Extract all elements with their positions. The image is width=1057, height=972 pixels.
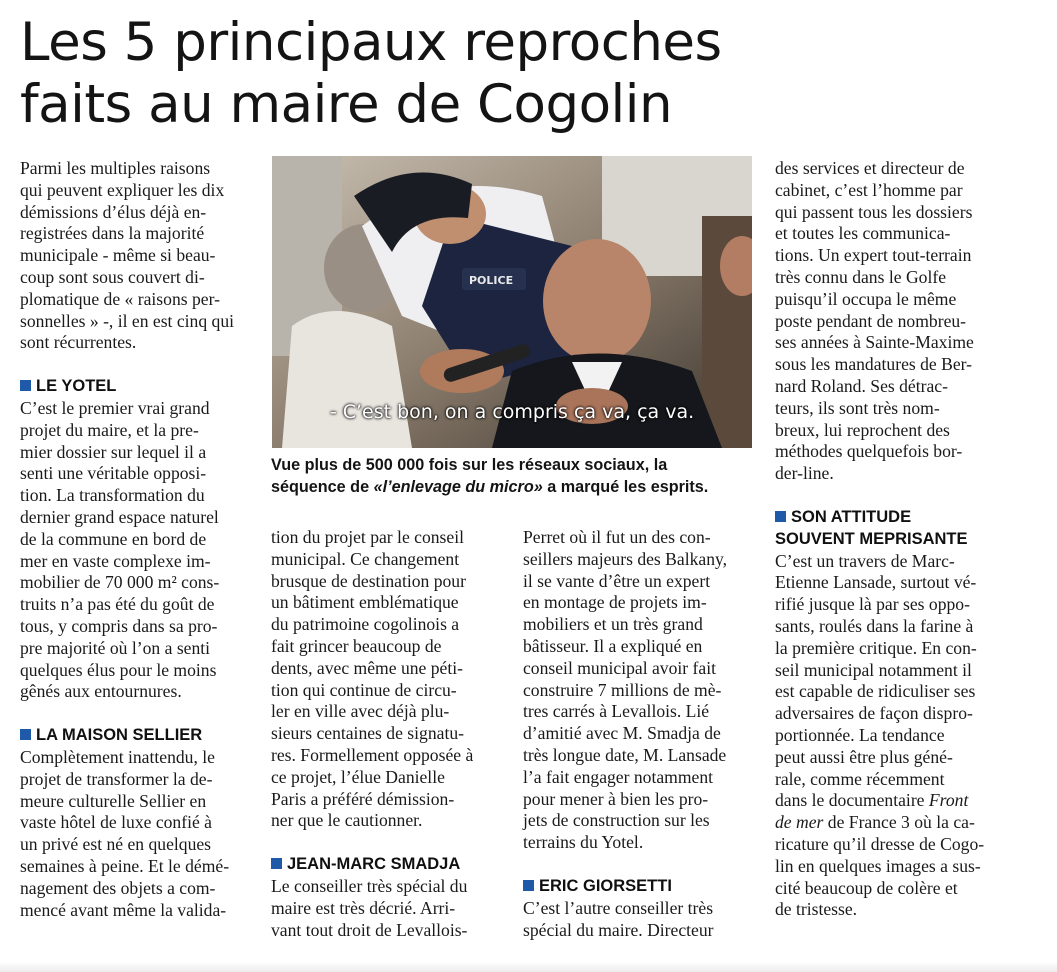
photo-caption: Vue plus de 500 000 fois sur les réseaux sociaux, la séquence de «l’enlevage du micro» a marqué les esprits. [271,456,709,496]
heading-la-maison-sellier: LA MAISON SELLIER [20,725,254,747]
giorsetti-paragraph-part2: des services et directeur de cabinet, c’est l’homme par qui passent tous les dossiers et toutes les communica- tions. Un expert tout-terrain très connu dans le Golfe puisqu’il occupa le même poste pendant de nombreu- ses années à Sainte-Maxime sous les mandatures de Ber- nard Roland. Ses détrac- teurs, ils sont très nom- breux, lui reprochent des méthodes quelquefois bor- der-line. [775,158,974,484]
column-2 [271,527,501,941]
heading-square-icon [271,858,282,869]
title-line-1: Les 5 principaux reproches [20,12,722,73]
giorsetti-paragraph-part1: C’est l’autre conseiller très spécial du maire. Directeur [523,897,714,940]
video-subtitle: - C’est bon, on a compris ça va, ça va. [329,401,695,423]
column-4 [775,158,1007,921]
heading-jean-marc-smadja: JEAN-MARC SMADJA [271,854,501,876]
smadja-paragraph-part2: Perret où il fut un des con- seillers majeurs des Balkany, il se vante d’être un expert en montage de projets im- mobiliers et un très grand bâtisseur. Il a expliqué en conseil municipal avoir fait construire 7 millions de mè- tres carrés à Levallois. Lié d’amitié avec M. Smadja de très longue date, M. Lansade l’a fait engager notamment pour mener à bien les pro- jets de construction sur les terrains du Yotel. [523,527,728,853]
article-photo [272,156,752,448]
heading-square-icon [775,511,786,522]
sellier-paragraph-part1: Complètement inattendu, le projet de transformer la de- meure culturelle Sellier en vaste hôtel de luxe confié à un privé est né en quelques semaines à peine. Et le démé- nagement des objets a com- mencé avant même la valida- [20,746,230,920]
documentary-title-end: de mer [775,812,824,833]
heading-square-icon [20,380,31,391]
heading-eric-giorsetti: ERIC GIORSETTI [523,876,755,898]
documentary-title: Front [928,790,969,811]
heading-son-attitude: SON ATTITUDE [775,507,1007,529]
intro-paragraph: Parmi les multiples raisons qui peuvent expliquer les dix démissions d’élus déjà en- registrées dans la majorité municipale - même si beau- coup sont sous couvert di- plomatique de « raisons per- sonnelles » -, il en est cinq qui sont récurrentes. [20,158,235,353]
article-title [20,12,1050,136]
heading-le-yotel: LE YOTEL [20,376,254,398]
heading-square-icon [523,880,534,891]
heading-souvent-meprisante: SOUVENT MEPRISANTE [775,529,968,548]
column-3 [523,527,755,941]
smadja-paragraph-part1: Le conseiller très spécial du maire est très décrié. Arri- vant tout droit de Levallois- [271,875,468,940]
police-badge-text: POLICE [469,274,514,287]
yotel-paragraph: C’est le premier vrai grand projet du maire, et la pre- mier dossier sur lequel il a senti une véritable opposi- tion. La transformation du dernier grand espace naturel de la commune en bord de mer en vaste complexe im- mobilier de 70 000 m² cons- truits n’a pas été du goût de tous, y compris dans sa pro- pre majorité où l’on a senti quelques élus pour le moins gênés aux entournures. [20,397,220,702]
attitude-paragraph: C’est un travers de Marc- Etienne Lansade, surtout vé- rifié jusque là par ses oppo- sants, roulés dans la farine à la première critique. En con- seil municipal notamment il est capable de ridiculiser ses adversaires de façon dispro- portionnée. La tendance peut aussi être plus géné- rale, comme récemment dans le documentaire Front de mer de France 3 où la ca- ricature qu’il dresse de Cogo- lin en quelques images a sus- cité beaucoup de colère et de tristesse. [775,550,985,920]
title-line-2: faits au maire de Cogolin [20,74,673,135]
sellier-paragraph-part2: tion du projet par le conseil municipal. Ce changement brusque de destination pour un bâtiment emblématique du patrimoine cogolinois a fait grincer beaucoup de dents, avec même une péti- tion qui continue de circu- ler en ville avec déjà plu- sieurs centaines de signatu- res. Formellement opposée à ce projet, l’élue Danielle Paris a préféré démission- ner que le cautionner. [271,527,474,831]
page-bottom-edge [0,962,1057,972]
column-1 [20,158,254,921]
heading-square-icon [20,729,31,740]
